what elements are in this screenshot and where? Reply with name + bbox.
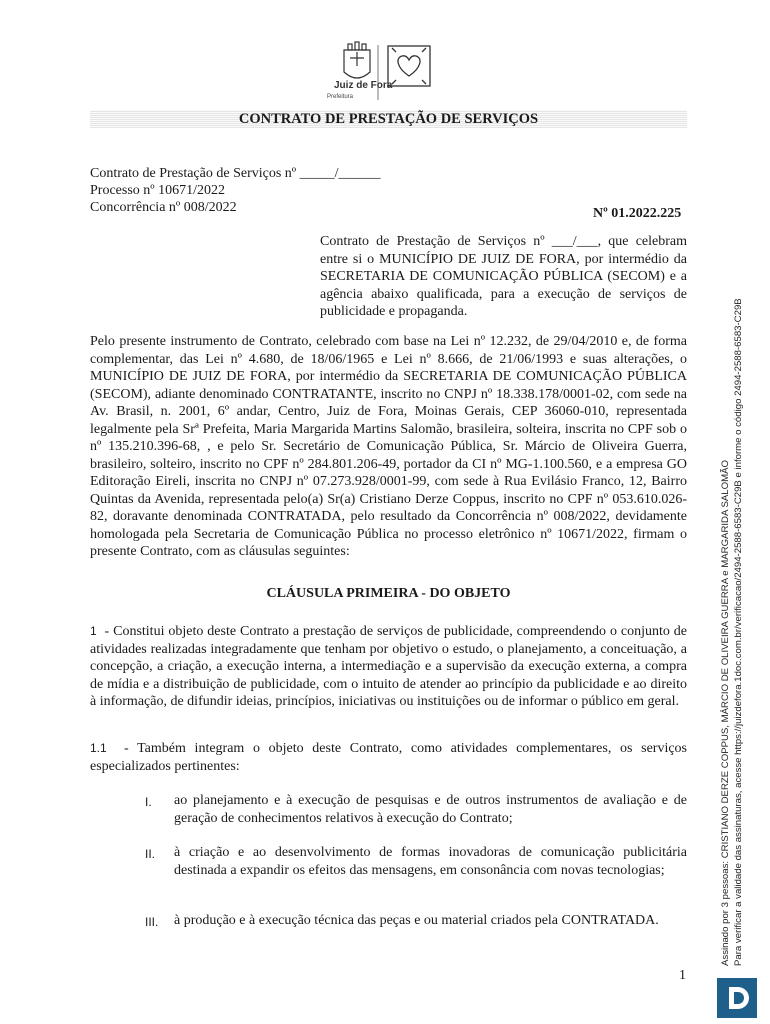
sub-item-text: à criação e ao desenvolvimento de formas inovadoras de comunicação publicitária destinada a expandir os efeitos das mensagens, em consonância com novas tecnologias; (174, 845, 687, 878)
sub-item-text: à produção e à execução técnica das peças e ou material criados pela CONTRATADA. (174, 913, 659, 928)
sub-item (174, 844, 687, 879)
clause-item-1-1 (90, 740, 687, 775)
logo-subtitle: Prefeitura (327, 94, 354, 100)
clause-item-1-1-text: - Também integram o objeto deste Contrato, como atividades complementares, os serviços especializados pertinentes: (90, 741, 687, 774)
clause-item-1-1-label: 1.1 (90, 741, 107, 755)
sub-item (174, 912, 687, 930)
clause-item-1-label: 1 (90, 624, 97, 638)
tender-number-line: Concorrência nº 008/2022 (90, 200, 237, 215)
city-logo (300, 40, 440, 105)
contract-summary (320, 233, 687, 321)
process-number-line: Processo nº 10671/2022 (90, 183, 226, 198)
clause-item-1-text: - Constitui objeto deste Contrato a prestação de serviços de publicidade, compreendendo o conjunto de atividades realizadas integradamente que tenham por objetivo o estudo, o planejamento, a conceituação, a concepção, a criação, a execução interna, a intermediação e a supervisão da execução externa, a compra de mídia e a distribuição de publicidade, com o intuito de atender ao princípio da publicidade e ao direito à informação, de difundir ideias, princípios, iniciativas ou instituições ou de informar o público em geral. (90, 624, 687, 709)
document-number: Nº 01.2022.225 (593, 206, 682, 221)
coat-of-arms-icon (344, 42, 370, 78)
verification-notice[interactable]: Para verificar a validade das assinaturas, acesse https://juizdefora.1doc.com.br/verificacao/2494-2588-6583-C29B e informe o código 2494-2588-6583-C29B (733, 298, 744, 966)
sub-item-mark: II. (145, 847, 156, 861)
sub-item-mark: III. (145, 915, 159, 929)
sub-item-mark: I. (145, 795, 152, 809)
logo-title: Juiz de Fora (334, 80, 393, 91)
contract-summary-text: Contrato de Prestação de Serviços nº ___/___, que celebram entre si o MUNICÍPIO DE JUIZ DE FORA, por intermédio da SECRETARIA DE COMUNICAÇÃO PÚBLICA (SECOM) e a agência abaixo qualificada, para a execução de serviços de publicidade e propaganda. (320, 234, 687, 319)
clause-heading: CLÁUSULA PRIMEIRA - DO OBJETO (266, 586, 511, 601)
contract-number-line: Contrato de Prestação de Serviços nº _____/______ (90, 166, 381, 181)
sub-item-text: ao planejamento e à execução de pesquisas e de outros instrumentos de avaliação e de geração de conhecimentos relativos à execução do Contrato; (174, 793, 687, 826)
preamble (90, 333, 687, 561)
signature-notice: Assinado por 3 pessoas: CRISTIANO DERZE COPPUS, MÁRCIO DE OLIVEIRA GUERRA e MARGARIDA SALOMÃO (720, 460, 731, 966)
preamble-text: Pelo presente instrumento de Contrato, celebrado com base na Lei nº 12.232, de 29/04/2010 e, de forma complementar, das Lei nº 4.680, de 18/06/1965 e Lei nº 8.666, de 21/06/1993 e suas alterações, o MUNICÍPIO DE JUIZ DE FORA, por intermédio da SECRETARIA DE COMUNICAÇÃO PÚBLICA (SECOM), adiante denominado CONTRATANTE, inscrito no CNPJ nº 18.338.178/0001-02, com sede na Av. Brasil, n. 2001, 6º andar, Centro, Juiz de Fora, Moinas Gerais, CEP 36060-010, representada legalmente pela Srª Prefeita, Maria Margarida Martins Salomão, brasileira, solteira, inscrita no CPF sob o nº 135.210.396-68, , e pelo Sr. Secretário de Comunicação Pública, Sr. Márcio de Oliveira Guerra, brasileiro, solteiro, inscrito no CPF nº 284.801.206-49, portador da CI nº MG-1.100.560, e a empresa GO Editoração Eireli, inscrita no CNPJ nº 07.273.928/0001-99, com sede à Rua Evilásio Franco, 12, Bairro Quintas da Avenida, representada pelo(a) Sr(a) Cristiano Derze Coppus, inscrito no CPF nº 053.610.026-82, doravante denominada CONTRATADA, pelo resultado da Concorrência nº 008/2022, devidamente homologada pela Secretaria de Comunicação Pública no processo eletrônico nº 10671/2022, firmam o presente Contrato, com as cláusulas seguintes: (90, 334, 687, 559)
document-title: CONTRATO DE PRESTAÇÃO DE SERVIÇOS (90, 110, 687, 128)
clause-item-1 (90, 623, 687, 711)
sub-item (174, 792, 687, 827)
heart-emblem-icon (388, 46, 430, 86)
page-number: 1 (679, 968, 686, 983)
1doc-logo-icon (717, 978, 757, 1018)
